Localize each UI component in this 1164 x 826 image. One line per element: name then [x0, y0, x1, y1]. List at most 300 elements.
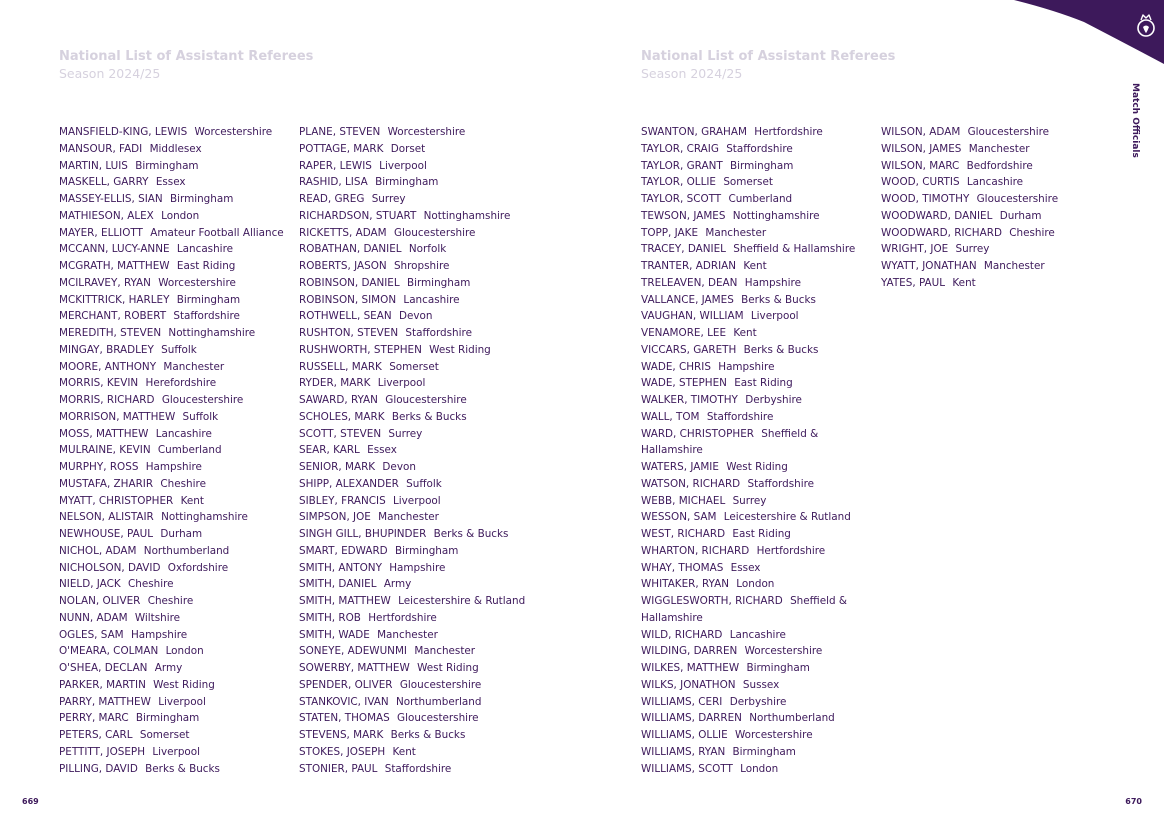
referee-region: Staffordshire	[747, 477, 815, 490]
list-item	[299, 576, 539, 593]
referee-region: Kent	[180, 494, 204, 507]
referee-region: Birmingham	[395, 544, 459, 557]
referee-region: Birmingham	[135, 159, 199, 172]
referee-region: West Riding	[429, 343, 491, 356]
list-item	[59, 241, 291, 258]
referee-list-column-4	[881, 124, 1081, 292]
referee-region: Manchester	[378, 511, 439, 524]
list-item	[641, 710, 859, 727]
list-item	[641, 627, 859, 644]
list-item	[299, 426, 539, 443]
referee-name: WIGGLESWORTH, RICHARD	[641, 595, 783, 607]
referee-name: MASSEY-ELLIS, SIAN	[59, 193, 163, 205]
list-item	[641, 308, 859, 325]
list-item	[641, 325, 859, 342]
referee-region: Staffordshire	[405, 327, 472, 339]
list-item	[299, 610, 539, 627]
referee-name: VALLANCE, JAMES	[641, 293, 734, 306]
referee-region: Liverpool	[158, 695, 206, 708]
referee-region: Berks & Bucks	[743, 343, 819, 356]
referee-region: Surrey	[732, 494, 767, 507]
referee-name: PARRY, MATTHEW	[59, 695, 151, 708]
referee-region: Berks & Bucks	[391, 410, 467, 423]
referee-name: NEWHOUSE, PAUL	[59, 528, 154, 540]
referee-name: MORRISON, MATTHEW	[59, 410, 176, 423]
referee-name: RICKETTS, ADAM	[299, 226, 387, 239]
referee-region: Durham	[999, 209, 1042, 222]
referee-name: WILLIAMS, OLLIE	[641, 729, 728, 741]
referee-name: SINGH GILL, BHUPINDER	[299, 528, 427, 540]
referee-region: East Riding	[734, 377, 793, 390]
referee-region: Norfolk	[408, 243, 447, 256]
referee-region: Oxfordshire	[167, 561, 229, 574]
referee-name: SENIOR, MARK	[299, 461, 376, 473]
referee-name: MASKELL, GARRY	[59, 176, 149, 189]
list-item	[59, 225, 291, 242]
list-item	[59, 174, 291, 191]
referee-name: TEWSON, JAMES	[641, 209, 726, 222]
list-item	[299, 158, 539, 175]
referee-name: MOORE, ANTHONY	[59, 360, 157, 373]
referee-region: Manchester	[705, 226, 767, 239]
referee-name: MINGAY, BRADLEY	[59, 343, 154, 356]
referee-region: Birmingham	[169, 193, 234, 205]
referee-name: WEBB, MICHAEL	[641, 494, 726, 507]
list-item	[299, 476, 539, 493]
referee-region: Gloucestershire	[399, 678, 482, 691]
referee-region: Staffordshire	[706, 410, 774, 423]
list-item	[59, 710, 291, 727]
list-item	[881, 208, 1081, 225]
referee-region: Derbyshire	[729, 695, 787, 708]
list-item	[641, 493, 859, 510]
list-item	[641, 543, 859, 560]
referee-name: MURPHY, ROSS	[59, 461, 139, 473]
referee-region: London	[165, 645, 204, 658]
left-page-title: National List of Assistant Referees	[59, 49, 314, 64]
list-item	[59, 610, 291, 627]
referee-name: O'SHEA, DECLAN	[59, 662, 148, 674]
referee-name: RICHARDSON, STUART	[299, 209, 417, 222]
list-item	[641, 275, 859, 292]
referee-name: WHAY, THOMAS	[641, 561, 724, 574]
referee-region: Surrey	[955, 243, 990, 256]
referee-region: Berks & Bucks	[741, 293, 816, 306]
list-item	[299, 292, 539, 309]
referee-name: WARD, CHRISTOPHER	[641, 427, 754, 440]
list-item	[641, 241, 859, 258]
list-item	[299, 744, 539, 761]
referee-region: Liverpool	[392, 494, 441, 507]
referee-region: Bedfordshire	[966, 159, 1033, 172]
referee-region: Leicestershire & Rutland	[398, 595, 526, 607]
list-item	[641, 509, 859, 526]
referee-name: NELSON, ALISTAIR	[59, 511, 154, 524]
referee-region: Hertfordshire	[756, 544, 826, 557]
referee-region: Surrey	[388, 427, 423, 440]
list-item	[59, 727, 291, 744]
referee-region: Manchester	[414, 645, 476, 658]
list-item	[881, 174, 1081, 191]
referee-name: SEAR, KARL	[299, 444, 360, 457]
right-page-header	[641, 48, 895, 82]
list-item	[59, 660, 291, 677]
referee-name: WILDING, DARREN	[641, 645, 738, 658]
referee-region: Manchester	[983, 260, 1045, 272]
referee-region: Middlesex	[149, 142, 202, 155]
referee-name: WADE, STEPHEN	[641, 377, 727, 390]
list-item	[299, 258, 539, 275]
list-item	[59, 359, 291, 376]
referee-name: MYATT, CHRISTOPHER	[59, 494, 174, 507]
list-item	[59, 191, 291, 208]
referee-name: RUSHWORTH, STEPHEN	[299, 343, 422, 356]
referee-region: London	[736, 578, 775, 591]
referee-name: TAYLOR, SCOTT	[641, 193, 722, 205]
referee-region: Hampshire	[145, 461, 202, 473]
page-number-left: 669	[22, 797, 39, 806]
referee-region: Northumberland	[396, 695, 482, 708]
referee-name: MUSTAFA, ZHARIR	[59, 477, 154, 490]
referee-region: Kent	[743, 260, 767, 272]
referee-region: Sheffield & Hallamshire	[733, 243, 856, 256]
referee-name: ROBINSON, DANIEL	[299, 276, 400, 289]
referee-region: Cumberland	[157, 444, 222, 457]
list-item	[59, 342, 291, 359]
list-item	[641, 392, 859, 409]
referee-name: MANSFIELD-KING, LEWIS	[59, 126, 188, 138]
referee-region: Northumberland	[143, 544, 230, 557]
referee-region: Army	[154, 662, 183, 674]
list-item	[59, 375, 291, 392]
referee-name: VENAMORE, LEE	[641, 327, 727, 339]
list-item	[59, 476, 291, 493]
referee-name: STEVENS, MARK	[299, 729, 384, 741]
list-item	[299, 493, 539, 510]
referee-name: TRANTER, ADRIAN	[641, 260, 737, 272]
referee-list-column-1	[59, 124, 291, 777]
list-item	[299, 627, 539, 644]
referee-name: MATHIESON, ALEX	[59, 209, 154, 222]
list-item	[299, 710, 539, 727]
referee-region: Berks & Bucks	[145, 762, 220, 775]
list-item	[299, 174, 539, 191]
referee-region: Kent	[733, 327, 757, 339]
list-item	[641, 258, 859, 275]
referee-name: WILKS, JONATHON	[641, 678, 736, 691]
referee-region: Gloucestershire	[393, 226, 476, 239]
referee-region: Derbyshire	[745, 394, 802, 406]
referee-region: Birmingham	[730, 159, 794, 172]
list-item	[59, 124, 291, 141]
list-item	[59, 627, 291, 644]
list-item	[299, 359, 539, 376]
list-item	[299, 308, 539, 325]
referee-region: Dorset	[390, 142, 426, 155]
referee-name: SMITH, ROB	[299, 611, 361, 624]
referee-name: READ, GREG	[299, 193, 365, 205]
referee-name: ROTHWELL, SEAN	[299, 310, 392, 323]
referee-region: Lancashire	[176, 243, 234, 256]
referee-name: MANSOUR, FADI	[59, 142, 143, 155]
referee-region: Manchester	[377, 628, 438, 641]
list-item	[59, 761, 291, 778]
referee-name: TAYLOR, GRANT	[641, 159, 723, 172]
referee-name: PARKER, MARTIN	[59, 678, 146, 691]
referee-name: WATSON, RICHARD	[641, 477, 741, 490]
referee-region: Kent	[952, 276, 976, 289]
list-item	[59, 409, 291, 426]
list-item	[299, 375, 539, 392]
referee-region: Cheshire	[1009, 226, 1055, 239]
referee-region: Lancashire	[966, 176, 1024, 189]
list-item	[641, 409, 859, 426]
list-item	[641, 677, 859, 694]
referee-name: PETERS, CARL	[59, 729, 133, 741]
referee-region: Surrey	[371, 193, 406, 205]
referee-name: SPENDER, OLIVER	[299, 678, 393, 691]
list-item	[641, 174, 859, 191]
list-item	[299, 325, 539, 342]
list-item	[299, 208, 539, 225]
referee-name: SAWARD, RYAN	[299, 394, 378, 406]
referee-name: WOODWARD, DANIEL	[881, 209, 993, 222]
list-item	[59, 677, 291, 694]
list-item	[299, 526, 539, 543]
list-item	[641, 744, 859, 761]
list-item	[59, 744, 291, 761]
referee-region: West Riding	[417, 662, 479, 674]
referee-region: Berks & Bucks	[390, 729, 466, 741]
left-page-subtitle: Season 2024/25	[59, 66, 161, 81]
referee-region: Hertfordshire	[368, 611, 437, 624]
referee-name: WOOD, CURTIS	[881, 176, 960, 189]
referee-name: WEST, RICHARD	[641, 528, 726, 540]
referee-name: WILLIAMS, SCOTT	[641, 762, 733, 775]
list-item	[641, 158, 859, 175]
list-item	[641, 643, 859, 660]
referee-region: Birmingham	[176, 293, 241, 306]
referee-region: Worcestershire	[734, 729, 813, 741]
list-item	[299, 459, 539, 476]
referee-region: Devon	[382, 461, 416, 473]
referee-name: SMITH, WADE	[299, 628, 370, 641]
referee-region: Hampshire	[389, 561, 446, 574]
list-item	[59, 442, 291, 459]
referee-name: SIBLEY, FRANCIS	[299, 494, 386, 507]
referee-name: SMITH, MATTHEW	[299, 595, 391, 607]
referee-name: ROBERTS, JASON	[299, 260, 387, 272]
referee-region: Sheffield & Hallamshire	[641, 595, 847, 624]
referee-region: Somerset	[389, 360, 439, 373]
referee-name: PLANE, STEVEN	[299, 126, 381, 138]
list-item	[641, 694, 859, 711]
referee-region: Lancashire	[729, 628, 786, 641]
referee-name: WILD, RICHARD	[641, 628, 723, 641]
referee-name: WHARTON, RICHARD	[641, 544, 750, 557]
list-item	[641, 459, 859, 476]
list-item	[641, 560, 859, 577]
referee-region: Leicestershire & Rutland	[723, 511, 851, 524]
referee-name: SWANTON, GRAHAM	[641, 126, 747, 138]
referee-region: Essex	[155, 176, 186, 189]
referee-region: Gloucestershire	[967, 126, 1050, 138]
referee-name: RUSHTON, STEVEN	[299, 327, 399, 339]
list-item	[299, 275, 539, 292]
referee-name: RYDER, MARK	[299, 377, 371, 390]
list-item	[299, 141, 539, 158]
list-item	[641, 359, 859, 376]
referee-name: TRELEAVEN, DEAN	[641, 276, 738, 289]
right-page-subtitle: Season 2024/25	[641, 66, 743, 81]
referee-region: West Riding	[726, 461, 788, 473]
referee-name: MORRIS, KEVIN	[59, 377, 139, 390]
referee-name: NIELD, JACK	[59, 578, 121, 591]
referee-region: Birmingham	[375, 176, 439, 189]
referee-region: Gloucestershire	[385, 394, 467, 406]
referee-region: Lancashire	[403, 293, 460, 306]
referee-name: MCCANN, LUCY-ANNE	[59, 243, 170, 256]
list-item	[299, 560, 539, 577]
referee-name: TOPP, JAKE	[641, 226, 699, 239]
list-item	[641, 576, 859, 593]
referee-name: PILLING, DAVID	[59, 762, 138, 775]
referee-region: East Riding	[732, 528, 791, 540]
list-item	[881, 191, 1081, 208]
referee-region: Manchester	[968, 142, 1030, 155]
list-item	[881, 158, 1081, 175]
referee-region: Wiltshire	[134, 611, 181, 624]
list-item	[299, 442, 539, 459]
list-item	[59, 560, 291, 577]
list-item	[299, 643, 539, 660]
list-item	[299, 409, 539, 426]
referee-name: SCHOLES, MARK	[299, 410, 385, 423]
referee-region: Nottinghamshire	[423, 209, 511, 222]
list-item	[881, 241, 1081, 258]
referee-region: Worcestershire	[387, 126, 466, 138]
referee-name: WESSON, SAM	[641, 511, 717, 524]
referee-name: OGLES, SAM	[59, 628, 124, 641]
referee-region: Liverpool	[377, 377, 426, 390]
list-item	[641, 375, 859, 392]
referee-region: West Riding	[153, 678, 215, 691]
referee-name: WYATT, JONATHAN	[881, 260, 977, 272]
referee-name: WHITAKER, RYAN	[641, 578, 729, 591]
referee-region: Kent	[392, 745, 416, 758]
list-item	[881, 141, 1081, 158]
referee-name: NICHOL, ADAM	[59, 544, 137, 557]
list-item	[59, 509, 291, 526]
list-item	[641, 593, 859, 627]
referee-region: Birmingham	[135, 712, 200, 725]
referee-name: MAYER, ELLIOTT	[59, 226, 143, 239]
referee-name: WALL, TOM	[641, 410, 700, 423]
list-item	[641, 476, 859, 493]
list-item	[59, 275, 291, 292]
referee-name: POTTAGE, MARK	[299, 142, 384, 155]
list-item	[299, 509, 539, 526]
referee-name: WADE, CHRIS	[641, 360, 711, 373]
referee-region: Cheshire	[160, 477, 206, 490]
list-item	[59, 593, 291, 610]
list-item	[641, 208, 859, 225]
list-item	[59, 459, 291, 476]
list-item	[299, 191, 539, 208]
referee-region: Worcestershire	[194, 126, 273, 138]
referee-region: Suffolk	[182, 410, 219, 423]
list-item	[881, 258, 1081, 275]
list-item	[641, 141, 859, 158]
referee-name: WILLIAMS, RYAN	[641, 745, 726, 758]
referee-name: SMITH, DANIEL	[299, 578, 377, 591]
referee-name: SMITH, ANTONY	[299, 561, 382, 574]
list-item	[299, 241, 539, 258]
referee-name: VICCARS, GARETH	[641, 343, 737, 356]
referee-region: Manchester	[163, 360, 225, 373]
list-item	[59, 426, 291, 443]
referee-region: Suffolk	[406, 477, 442, 490]
referee-name: STANKOVIC, IVAN	[299, 695, 389, 708]
referee-name: SOWERBY, MATTHEW	[299, 662, 410, 674]
referee-name: WALKER, TIMOTHY	[641, 394, 738, 406]
referee-region: Birmingham	[746, 662, 810, 674]
list-item	[299, 694, 539, 711]
referee-name: PERRY, MARC	[59, 712, 129, 725]
referee-name: RAPER, LEWIS	[299, 159, 372, 172]
referee-region: London	[740, 762, 779, 775]
list-item	[641, 124, 859, 141]
list-item	[641, 342, 859, 359]
referee-region: Worcestershire	[744, 645, 823, 658]
referee-name: MCGRATH, MATTHEW	[59, 260, 170, 272]
referee-name: WATERS, JAMIE	[641, 461, 719, 473]
list-item	[59, 576, 291, 593]
referee-name: STONIER, PAUL	[299, 762, 378, 775]
referee-region: Cumberland	[728, 193, 793, 205]
referee-name: VAUGHAN, WILLIAM	[641, 310, 744, 323]
referee-name: YATES, PAUL	[881, 276, 946, 289]
referee-name: NICHOLSON, DAVID	[59, 561, 161, 574]
referee-region: Sheffield & Hallamshire	[641, 427, 819, 457]
list-item	[299, 225, 539, 242]
referee-name: RUSSELL, MARK	[299, 360, 382, 373]
referee-name: NUNN, ADAM	[59, 611, 128, 624]
referee-region: Worcestershire	[158, 276, 236, 289]
referee-region: Birmingham	[406, 276, 471, 289]
referee-name: MERCHANT, ROBERT	[59, 310, 167, 323]
referee-name: TAYLOR, OLLIE	[641, 176, 716, 189]
referee-region: Hertfordshire	[754, 126, 823, 138]
list-item	[59, 643, 291, 660]
referee-name: STOKES, JOSEPH	[299, 745, 386, 758]
referee-region: Liverpool	[152, 745, 201, 758]
referee-name: WILSON, JAMES	[881, 142, 962, 155]
referee-region: Sussex	[742, 678, 780, 691]
list-item	[59, 493, 291, 510]
page-number-right: 670	[1125, 797, 1142, 806]
list-item	[59, 543, 291, 560]
list-item	[641, 292, 859, 309]
referee-name: TAYLOR, CRAIG	[641, 142, 719, 155]
referee-region: Army	[383, 578, 412, 591]
referee-region: Northumberland	[749, 712, 835, 725]
referee-region: Gloucestershire	[161, 394, 244, 406]
referee-region: Hampshire	[130, 628, 188, 641]
referee-region: Somerset	[139, 729, 190, 741]
side-tab-label: Match Officials	[1130, 83, 1140, 158]
referee-name: MOSS, MATTHEW	[59, 427, 149, 440]
